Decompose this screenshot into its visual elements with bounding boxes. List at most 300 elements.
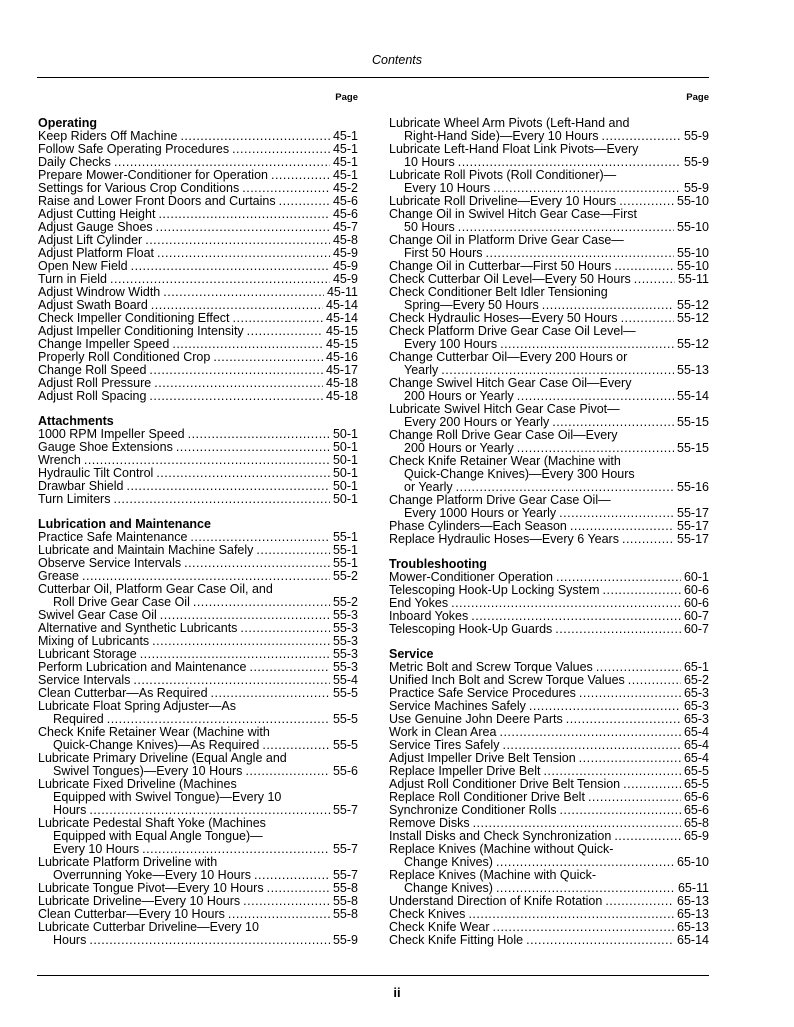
entry-page-number: 55-9 <box>683 181 709 195</box>
entry-title: Change Knives) <box>404 881 493 895</box>
entry-page-number: 55-10 <box>677 220 709 234</box>
entry-page-number: 45-14 <box>326 298 358 312</box>
entry-title: Lubricate Driveline—Every 10 Hours <box>38 894 241 908</box>
entry-page-number: 55-12 <box>677 298 709 312</box>
toc-section <box>389 117 709 546</box>
entry-title: Change Oil in Swivel Hitch Gear Case—First <box>389 207 637 221</box>
dot-leader <box>579 687 681 700</box>
dot-leader <box>605 895 674 908</box>
dot-leader <box>499 726 681 739</box>
dot-leader <box>451 597 681 610</box>
entry-title: Check Cutterbar Oil Level—Every 50 Hours <box>389 272 631 286</box>
entry-title: Service Machines Safely <box>389 699 526 713</box>
page-column-label: Page <box>335 92 358 103</box>
entry-page-number: 55-3 <box>332 608 358 622</box>
entry-page-number: 65-6 <box>683 790 709 804</box>
dot-leader <box>158 208 330 221</box>
dot-leader <box>247 325 323 338</box>
entry-title: Inboard Yokes <box>389 609 469 623</box>
entry-title: Change Cutterbar Oil—Every 200 Hours or <box>389 350 628 364</box>
entry-page-number: 65-1 <box>683 660 709 674</box>
entry-title: Adjust Windrow Width <box>38 285 161 299</box>
entry-page-number: 55-10 <box>677 259 709 273</box>
entry-title: Practice Safe Maintenance <box>38 530 188 544</box>
entry-page-number: 55-3 <box>332 660 358 674</box>
entry-title: Lubricate Swivel Hitch Gear Case Pivot— <box>389 402 620 416</box>
entry-title: Replace Hydraulic Hoses—Every 6 Years <box>389 532 619 546</box>
toc-entry[interactable] <box>389 286 709 312</box>
entry-title: Cutterbar Oil, Platform Gear Case Oil, and <box>38 582 273 596</box>
section-title: Attachments <box>38 414 114 428</box>
entry-page-number: 55-7 <box>332 803 358 817</box>
toc-entry[interactable] <box>389 351 709 377</box>
entry-page-number: 65-11 <box>677 881 709 895</box>
entry-title: Adjust Impeller Conditioning Intensity <box>38 324 244 338</box>
page-folio: ii <box>393 985 401 1000</box>
entry-title: Hydraulic Tilt Control <box>38 466 154 480</box>
entry-title: Replace Knives (Machine with Quick- <box>389 868 597 882</box>
entry-page-number: 65-13 <box>677 894 709 908</box>
entry-page-number: 60-7 <box>683 622 709 636</box>
toc-entry[interactable] <box>38 583 358 609</box>
entry-title: Gauge Shoe Extensions <box>38 440 173 454</box>
page-column-label: Page <box>686 92 709 103</box>
dot-leader <box>156 467 330 480</box>
dot-leader <box>176 441 330 454</box>
toc-section <box>389 648 709 947</box>
dot-leader <box>614 830 681 843</box>
entry-line <box>389 623 709 636</box>
dot-leader <box>271 169 330 182</box>
entry-page-number: 55-9 <box>332 933 358 947</box>
toc-entry[interactable] <box>389 325 709 351</box>
entry-page-number: 55-7 <box>332 868 358 882</box>
entry-title: Service Tires Safely <box>389 738 500 752</box>
dot-leader <box>249 661 330 674</box>
dot-leader <box>149 364 323 377</box>
entry-page-number: 55-12 <box>677 311 709 325</box>
entry-title: Equipped with Equal Angle Tongue)— <box>53 829 263 843</box>
entry-title: Yearly <box>404 363 439 377</box>
entry-page-number: 55-3 <box>332 647 358 661</box>
entry-page-number: 55-5 <box>332 738 358 752</box>
toc-column-left <box>38 90 358 959</box>
entry-page-number: 55-17 <box>677 506 709 520</box>
entry-page-number: 55-15 <box>677 441 709 455</box>
entry-title: Change Impeller Speed <box>38 337 170 351</box>
entry-title: Lubricate Roll Pivots (Roll Conditioner)— <box>389 168 617 182</box>
entry-title: Lubricate Cutterbar Driveline—Every 10 <box>38 920 259 934</box>
entry-title: Open New Field <box>38 259 128 273</box>
entry-title: Lubricant Storage <box>38 647 137 661</box>
footer-rule <box>37 975 709 976</box>
toc-section <box>38 415 358 506</box>
entry-title: Every 10 Hours <box>404 181 491 195</box>
entry-title: Mower-Conditioner Operation <box>389 570 553 584</box>
entry-title: Change Knives) <box>404 855 493 869</box>
entry-title: Lubricate Float Spring Adjuster—As <box>38 699 237 713</box>
entry-title: Check Conditioner Belt Idler Tensioning <box>389 285 608 299</box>
entry-page-number: 65-3 <box>683 712 709 726</box>
dot-leader <box>89 934 330 947</box>
toc-entry[interactable] <box>38 856 358 882</box>
entry-title: Check Hydraulic Hoses—Every 50 Hours <box>389 311 618 325</box>
entry-page-number: 55-16 <box>677 480 709 494</box>
entry-page-number: 65-5 <box>683 764 709 778</box>
dot-leader <box>163 286 324 299</box>
toc-entry[interactable] <box>389 869 709 895</box>
entry-title: Lubricate Wheel Arm Pivots (Left-Hand and <box>389 116 630 130</box>
entry-page-number: 55-3 <box>332 634 358 648</box>
entry-title: 200 Hours or Yearly <box>404 389 514 403</box>
entry-page-number: 65-8 <box>683 816 709 830</box>
entry-title: Keep Riders Off Machine <box>38 129 178 143</box>
dot-leader <box>154 377 323 390</box>
entry-page-number: 45-8 <box>332 233 358 247</box>
entry-title: Adjust Impeller Drive Belt Tension <box>389 751 576 765</box>
entry-title: Work in Clean Area <box>389 725 497 739</box>
toc-entry[interactable] <box>389 143 709 169</box>
section-title: Service <box>389 647 434 661</box>
entry-page-number: 50-1 <box>332 492 358 506</box>
entry-page-number: 45-9 <box>332 272 358 286</box>
entry-title: Hours <box>53 803 87 817</box>
entry-page-number: 55-9 <box>683 155 709 169</box>
entry-title: Practice Safe Service Procedures <box>389 686 576 700</box>
entry-title: Observe Service Intervals <box>38 556 182 570</box>
toc-entry[interactable] <box>389 377 709 403</box>
entry-page-number: 55-7 <box>332 842 358 856</box>
toc-entry[interactable] <box>389 234 709 260</box>
entry-title: Check Knife Fitting Hole <box>389 933 524 947</box>
entry-page-number: 55-10 <box>677 194 709 208</box>
entry-title: Quick-Change Knives)—Every 300 Hours <box>404 467 635 481</box>
entry-page-number: 45-1 <box>332 168 358 182</box>
entry-title: Telescoping Hook-Up Locking System <box>389 583 600 597</box>
toc-entry[interactable] <box>389 403 709 429</box>
entry-title: Understand Direction of Knife Rotation <box>389 894 603 908</box>
dot-leader <box>243 895 330 908</box>
entry-page-number: 55-3 <box>332 621 358 635</box>
dot-leader <box>555 623 681 636</box>
dot-leader <box>145 234 330 247</box>
entry-title: Lubricate Fixed Driveline (Machines <box>38 777 237 791</box>
entry-line <box>38 441 358 454</box>
entry-line <box>389 934 709 947</box>
entry-title: Lubricate and Maintain Machine Safely <box>38 543 254 557</box>
dot-leader <box>184 557 330 570</box>
dot-leader <box>213 351 323 364</box>
entry-title: Replace Impeller Drive Belt <box>389 764 541 778</box>
dot-leader <box>279 195 330 208</box>
dot-leader <box>559 804 681 817</box>
entry-title: Replace Roll Conditioner Drive Belt <box>389 790 585 804</box>
entry-page-number: 65-13 <box>677 920 709 934</box>
entry-page-number: 55-17 <box>677 532 709 546</box>
entry-title: End Yokes <box>389 596 449 610</box>
entry-page-number: 45-9 <box>332 259 358 273</box>
entry-title: First 50 Hours <box>404 246 483 260</box>
dot-leader <box>566 713 681 726</box>
entry-page-number: 55-4 <box>332 673 358 687</box>
entry-title: Swivel Gear Case Oil <box>38 608 157 622</box>
entry-title: Phase Cylinders—Each Season <box>389 519 567 533</box>
entry-title: Adjust Platform Float <box>38 246 155 260</box>
dot-leader <box>267 882 330 895</box>
toc-entry[interactable] <box>38 817 358 856</box>
entry-page-number: 45-9 <box>332 246 358 260</box>
entry-title: Spring—Every 50 Hours <box>404 298 539 312</box>
entry-title: Check Knife Retainer Wear (Machine with <box>389 454 621 468</box>
entry-title: Every 100 Hours <box>404 337 498 351</box>
toc-entry[interactable] <box>389 494 709 520</box>
toc-entry[interactable] <box>389 934 709 947</box>
entry-page-number: 65-3 <box>683 699 709 713</box>
entry-page-number: 55-14 <box>677 389 709 403</box>
entry-page-number: 45-14 <box>326 311 358 325</box>
entry-title: Adjust Roll Conditioner Drive Belt Tension <box>389 777 621 791</box>
entry-title: Check Knife Wear <box>389 920 490 934</box>
toc-entry[interactable] <box>38 921 358 947</box>
entry-title: Raise and Lower Front Doors and Curtains <box>38 194 276 208</box>
entry-page-number: 65-10 <box>677 855 709 869</box>
dot-leader <box>468 908 674 921</box>
entry-title: Install Disks and Check Synchronization <box>389 829 612 843</box>
entry-page-number: 55-5 <box>332 686 358 700</box>
entry-page-number: 55-15 <box>677 415 709 429</box>
entry-title: Check Knife Retainer Wear (Machine with <box>38 725 270 739</box>
dot-leader <box>559 507 674 520</box>
toc-entry[interactable] <box>38 557 358 570</box>
entry-title: Clean Cutterbar—As Required <box>38 686 208 700</box>
entry-title: Alternative and Synthetic Lubricants <box>38 621 238 635</box>
toc-entry[interactable] <box>389 533 709 546</box>
entry-title: Overrunning Yoke—Every 10 Hours <box>53 868 252 882</box>
entry-title: Settings for Various Crop Conditions <box>38 181 240 195</box>
entry-title: Adjust Cutting Height <box>38 207 156 221</box>
entry-page-number: 65-14 <box>677 933 709 947</box>
toc-entry[interactable] <box>389 429 709 455</box>
entry-title: Every 1000 Hours or Yearly <box>404 506 557 520</box>
entry-page-number: 55-2 <box>332 595 358 609</box>
entry-page-number: 45-15 <box>326 337 358 351</box>
entry-page-number: 45-11 <box>326 285 358 299</box>
entry-page-number: 50-1 <box>332 427 358 441</box>
entry-page-number: 65-4 <box>683 751 709 765</box>
entry-page-number: 55-13 <box>677 363 709 377</box>
toc-entry[interactable] <box>38 390 358 403</box>
dot-leader <box>232 143 330 156</box>
entry-title: Swivel Tongues)—Every 10 Hours <box>53 764 243 778</box>
entry-line <box>38 493 358 506</box>
toc-entry[interactable] <box>38 778 358 817</box>
entry-title: Perform Lubrication and Maintenance <box>38 660 247 674</box>
entry-page-number: 45-2 <box>332 181 358 195</box>
entry-page-number: 65-6 <box>683 803 709 817</box>
dot-leader <box>149 390 323 403</box>
entry-line <box>38 934 358 947</box>
entry-page-number: 45-1 <box>332 129 358 143</box>
toc-section <box>38 518 358 947</box>
entry-title: Telescoping Hook-Up Guards <box>389 622 553 636</box>
entry-page-number: 45-6 <box>332 194 358 208</box>
entry-page-number: 45-17 <box>326 363 358 377</box>
entry-line <box>38 390 358 403</box>
entry-page-number: 45-18 <box>326 389 358 403</box>
entry-title: Every 10 Hours <box>53 842 140 856</box>
dot-leader <box>622 533 674 546</box>
entry-page-number: 45-16 <box>326 350 358 364</box>
running-head: Contents <box>371 53 423 67</box>
entry-title: Lubricate Roll Driveline—Every 10 Hours <box>389 194 617 208</box>
dot-leader <box>113 493 330 506</box>
entry-page-number: 45-18 <box>326 376 358 390</box>
entry-title: Follow Safe Operating Procedures <box>38 142 230 156</box>
entry-title: Lubricate Tongue Pivot—Every 10 Hours <box>38 881 264 895</box>
dot-leader <box>245 765 330 778</box>
entry-page-number: 50-1 <box>332 479 358 493</box>
entry-title: Adjust Roll Spacing <box>38 389 147 403</box>
entry-page-number: 45-6 <box>332 207 358 221</box>
entry-page-number: 55-10 <box>677 246 709 260</box>
entry-title: Daily Checks <box>38 155 111 169</box>
toc-entry[interactable] <box>38 726 358 752</box>
entry-page-number: 45-7 <box>332 220 358 234</box>
entry-title: Lubricate Left-Hand Float Link Pivots—Every <box>389 142 639 156</box>
dot-leader <box>240 622 330 635</box>
entry-title: Remove Disks <box>389 816 470 830</box>
entry-title: Change Roll Drive Gear Case Oil—Every <box>389 428 618 442</box>
entry-page-number: 45-1 <box>332 155 358 169</box>
entry-title: Turn in Field <box>38 272 108 286</box>
entry-page-number: 55-9 <box>683 129 709 143</box>
toc-entry[interactable] <box>389 117 709 143</box>
dot-leader <box>193 596 330 609</box>
entry-title: Turn Limiters <box>38 492 111 506</box>
toc-column-right <box>389 90 709 959</box>
toc-section <box>389 558 709 636</box>
toc-entry[interactable] <box>389 455 709 494</box>
entry-page-number: 65-2 <box>683 673 709 687</box>
toc-entry[interactable] <box>38 752 358 778</box>
header-rule <box>37 77 709 78</box>
dot-leader <box>188 428 330 441</box>
entry-title: 10 Hours <box>404 155 455 169</box>
dot-leader <box>526 934 674 947</box>
entry-page-number: 65-9 <box>683 829 709 843</box>
entry-line <box>38 791 358 804</box>
entry-page-number: 55-1 <box>332 530 358 544</box>
entry-title: Change Roll Speed <box>38 363 147 377</box>
section-title: Operating <box>38 116 98 130</box>
entry-line <box>38 921 358 934</box>
entry-title: Change Oil in Cutterbar—First 50 Hours <box>389 259 612 273</box>
dot-leader <box>623 778 681 791</box>
entry-title: Service Intervals <box>38 673 131 687</box>
entry-title: Clean Cutterbar—Every 10 Hours <box>38 907 225 921</box>
entry-title: Grease <box>38 569 79 583</box>
entry-page-number: 45-1 <box>332 142 358 156</box>
entry-page-number: 55-12 <box>677 337 709 351</box>
dot-leader <box>579 752 681 765</box>
entry-page-number: 65-13 <box>677 907 709 921</box>
toc-entry[interactable] <box>38 493 358 506</box>
entry-title: Check Impeller Conditioning Effect <box>38 311 230 325</box>
entry-title: Hours <box>53 933 87 947</box>
toc-section <box>38 117 358 403</box>
entry-title: Change Oil in Platform Drive Gear Case— <box>389 233 624 247</box>
entry-title: Synchronize Conditioner Rolls <box>389 803 557 817</box>
toc-entry[interactable] <box>389 169 709 195</box>
entry-page-number: 65-4 <box>683 738 709 752</box>
dot-leader <box>233 312 323 325</box>
entry-title: Use Genuine John Deere Parts <box>389 712 563 726</box>
entry-title: Equipped with Swivel Tongue)—Every 10 <box>53 790 282 804</box>
section-title: Lubrication and Maintenance <box>38 517 211 531</box>
toc-entry[interactable] <box>389 623 709 636</box>
entry-title: Wrench <box>38 453 81 467</box>
dot-leader <box>634 273 675 286</box>
entry-title: Unified Inch Bolt and Screw Torque Values <box>389 673 625 687</box>
entry-title: Check Platform Drive Gear Case Oil Level— <box>389 324 636 338</box>
entry-page-number: 55-11 <box>677 272 709 286</box>
entry-title: 1000 RPM Impeller Speed <box>38 427 185 441</box>
entry-title: Metric Bolt and Screw Torque Values <box>389 660 593 674</box>
entry-page-number: 65-4 <box>683 725 709 739</box>
toc-entry[interactable] <box>38 441 358 454</box>
toc-entry[interactable] <box>389 843 709 869</box>
entry-page-number: 55-8 <box>332 881 358 895</box>
entry-line <box>389 533 709 546</box>
entry-page-number: 55-5 <box>332 712 358 726</box>
entry-page-number: 55-8 <box>332 907 358 921</box>
entry-line <box>38 557 358 570</box>
entry-title: Change Swivel Hitch Gear Case Oil—Every <box>389 376 632 390</box>
entry-title: 200 Hours or Yearly <box>404 441 514 455</box>
entry-page-number: 55-2 <box>332 569 358 583</box>
dot-leader <box>126 480 330 493</box>
entry-title: Lubricate Pedestal Shaft Yoke (Machines <box>38 816 266 830</box>
entry-title: Properly Roll Conditioned Crop <box>38 350 211 364</box>
dot-leader <box>588 791 681 804</box>
entry-title: Mixing of Lubricants <box>38 634 150 648</box>
dot-leader <box>603 584 681 597</box>
toc-entry[interactable] <box>389 208 709 234</box>
entry-title: Adjust Lift Cylinder <box>38 233 143 247</box>
entry-page-number: 55-17 <box>677 519 709 533</box>
entry-page-number: 45-15 <box>326 324 358 338</box>
entry-page-number: 55-1 <box>332 543 358 557</box>
toc-entry[interactable] <box>38 700 358 726</box>
dot-leader <box>256 544 330 557</box>
entry-page-number: 65-3 <box>683 686 709 700</box>
dot-leader <box>156 221 330 234</box>
entry-title: Every 200 Hours or Yearly <box>404 415 550 429</box>
entry-page-number: 50-1 <box>332 466 358 480</box>
entry-page-number: 55-1 <box>332 556 358 570</box>
dot-leader <box>152 635 330 648</box>
entry-title: Change Platform Drive Gear Case Oil— <box>389 493 611 507</box>
dot-leader <box>131 260 330 273</box>
entry-title: Adjust Gauge Shoes <box>38 220 153 234</box>
dot-leader <box>157 247 330 260</box>
entry-title: 50 Hours <box>404 220 455 234</box>
entry-title: Quick-Change Knives)—As Required <box>53 738 260 752</box>
entry-page-number: 55-8 <box>332 894 358 908</box>
entry-page-number: 50-1 <box>332 453 358 467</box>
entry-title: or Yearly <box>404 480 453 494</box>
entry-title: Adjust Swath Board <box>38 298 148 312</box>
